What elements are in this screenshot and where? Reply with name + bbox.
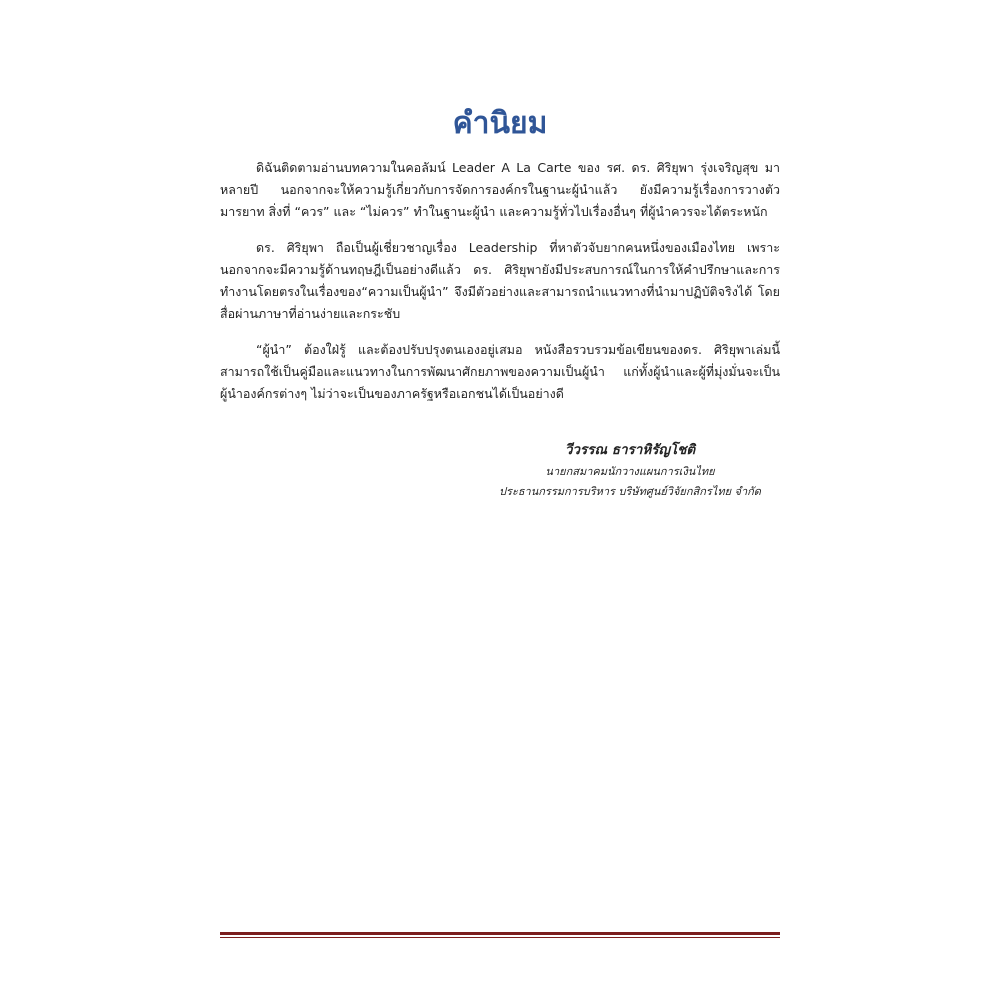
- paragraph-1: ดิฉันติดตามอ่านบทความในคอลัมน์ Leader A La Carte ของ รศ. ดร. ศิริยุพา รุ่งเจริญสุข มาหลายปี นอกจากจะให้ความรู้เกี่ยวกับการจัดการองค์กรในฐานะผู้นำแล้ว ยังมีความรู้เรื่องการวางตัว มารยาท สิ่งที่ “ควร” และ “ไม่ควร” ทำในฐานะผู้นำ และความรู้ทั่วไปเรื่องอื่นๆ ที่ผู้นำควรจะได้ตระหนัก: [220, 160, 780, 219]
- foreword-body: [220, 157, 780, 419]
- paragraph-3: “ผู้นำ” ต้องใฝ่รู้ และต้องปรับปรุงตนเองอยู่เสมอ หนังสือรวบรวมข้อเขียนของดร. ศิริยุพาเล่มนี้สามารถใช้เป็นคู่มือและแนวทางในการพัฒนาศักยภาพของความเป็นผู้นำ แก่ทั้งผู้นำและผู้ที่มุ่งมั่นจะเป็นผู้นำองค์กรต่างๆ ไม่ว่าจะเป็นของภาครัฐหรือเอกชนได้เป็นอย่างดี: [220, 342, 780, 401]
- paragraph-2: ดร. ศิริยุพา ถือเป็นผู้เชี่ยวชาญเรื่อง Leadership ที่หาตัวจับยากคนหนึ่งของเมืองไทย เพราะนอกจากจะมีความรู้ด้านทฤษฎีเป็นอย่างดีแล้ว ดร. ศิริยุพายังมีประสบการณ์ในการให้คำปรึกษาและการทำงานโดยตรงในเรื่องของ“ความเป็นผู้นำ” จึงมีตัวอย่างและสามารถนำแนวทางที่นำมาปฏิบัติจริงได้ โดยสื่อผ่านภาษาที่อ่านง่ายและกระชับ: [220, 240, 780, 321]
- signatory-name: วีวรรณ ธาราหิรัญโชติ: [564, 442, 696, 458]
- signatory-position-2: ประธานกรรมการบริหาร บริษัทศูนย์วิจัยกสิกรไทย จำกัด: [499, 485, 761, 498]
- signature-block: [480, 438, 780, 502]
- signatory-position-1: นายกสมาคมนักวางแผนการเงินไทย: [545, 465, 715, 478]
- footer-divider: [220, 932, 780, 935]
- page-title: คำนิยม: [452, 106, 548, 142]
- footer-divider-thin: [220, 937, 780, 938]
